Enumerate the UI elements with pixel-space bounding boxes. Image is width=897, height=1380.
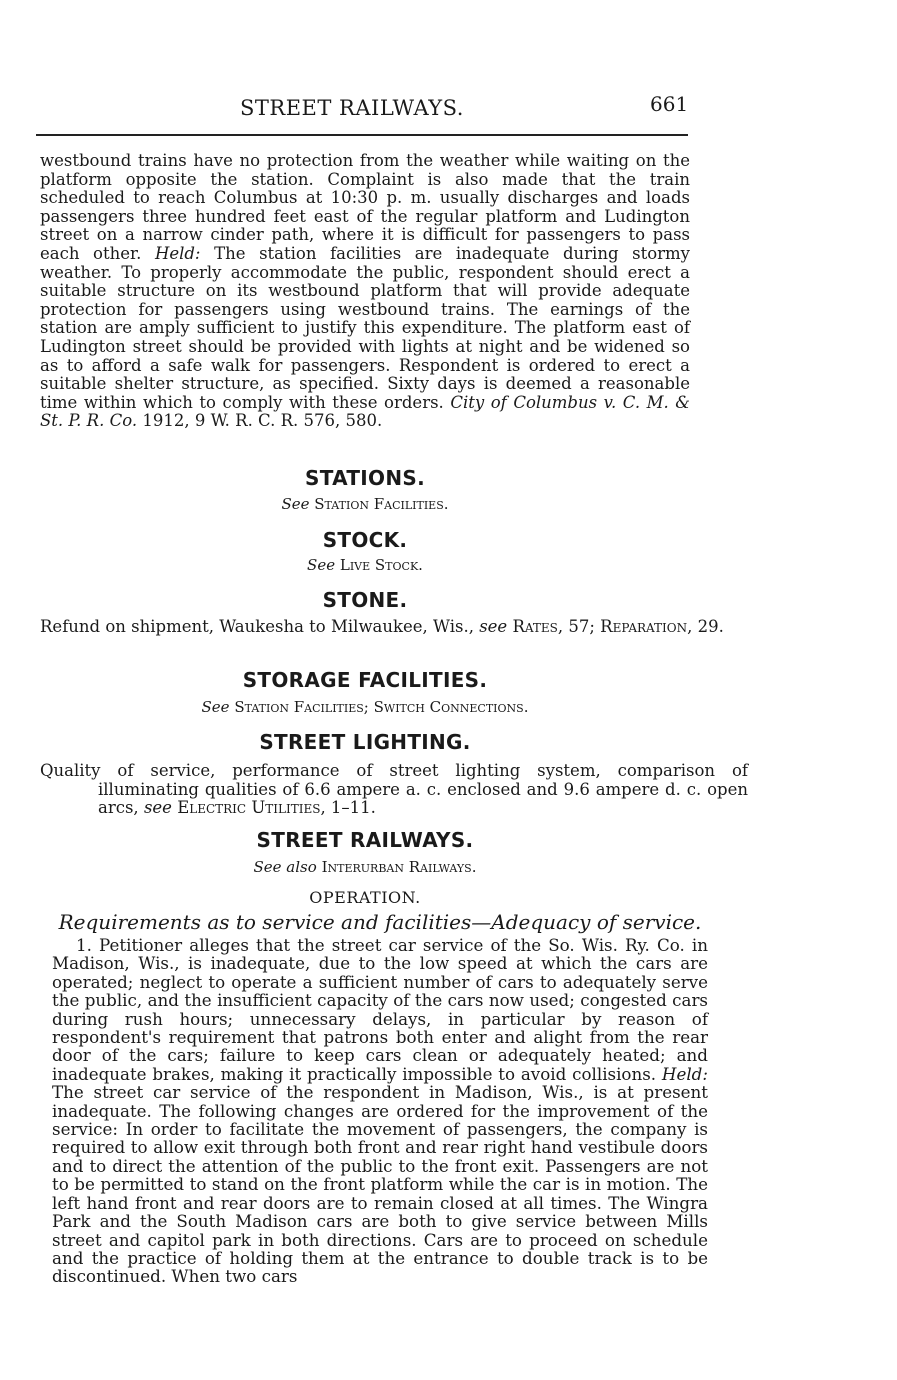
running-title: STREET RAILWAYS. <box>240 96 464 120</box>
intro-text-before: westbound trains have no protection from the weather while waiting on the platform opposite the station. Complaint is also made that the train scheduled to reach Columbus at 10:30 p. m. usually discharges and loads passengers three hundred feet east of the regular platform and Ludington street on a narrow cinder path, where it is difficult for passengers to pass each other. <box>40 151 690 263</box>
stone-ref1: Rates <box>512 617 558 636</box>
running-head <box>36 88 689 128</box>
sr-para-after: The street car service of the respondent in Madison, Wis., is at present inadequate. The following changes are ordered for the improvement of the service: In order to facilitate the movement of passengers, the company is required to allow exit through both front and rear right hand vestibule doors and to direct the attention of the public to the front exit. Passengers are not to be permitted to stand on the front platform while the car is in motion. The left hand front and rear doors are to remain closed at all times. The Wingra Park and the South Madison cars are both to give service between Mills street and capitol park in both directions. Cars are to proceed on schedule and the practice of holding them at the entrance to double track is to be discontinued. When two cars <box>52 1082 708 1287</box>
stone-text: Refund on shipment, Waukesha to Milwaukee, Wis., <box>40 617 480 636</box>
street-lighting-see: see <box>143 798 172 818</box>
storage-see: See <box>201 698 230 716</box>
stone-ref2-rest: , 29. <box>687 617 724 636</box>
stock-ref: Live Stock. <box>339 556 423 574</box>
stock-see-line <box>40 556 690 574</box>
requirements-italic-heading: Requirements as to service and facilities—Adequacy of service. <box>58 910 702 934</box>
street-railways-ref: Interurban Railways. <box>321 858 477 876</box>
stock-heading: STOCK. <box>322 528 408 552</box>
street-lighting-text: Quality of service, performance of street lighting system, comparison of illuminating qualities of 6.6 ampere a. c. enclosed and 9.6 ampere d. c. open arcs, <box>40 761 748 818</box>
stations-see: See <box>281 495 310 513</box>
storage-see-line <box>40 698 690 716</box>
intro-paragraph <box>40 152 690 431</box>
stations-heading: STATIONS. <box>305 466 425 490</box>
stone-heading: STONE. <box>322 588 408 612</box>
header-rule <box>36 134 688 136</box>
intro-held-label: Held: <box>154 243 201 263</box>
sr-para-before: 1. Petitioner alleges that the street car service of the So. Wis. Ry. Co. in Madison, Wis., is inadequate, due to the low speed at which the cars are operated; neglect to operate a sufficient number of cars to adequately serve the public, and the insufficient capacity of the cars now used; congested cars during rush hours; unnecessary delays, in particular by reason of respondent's requirement that patrons both enter and alight from the rear door of the cars; failure to keep cars clean or adequately heated; and inadequate brakes, making it practically impossible to avoid collisions. <box>52 935 708 1084</box>
stone-entry <box>40 618 748 637</box>
page-number: 661 <box>650 92 689 116</box>
storage-heading: STORAGE FACILITIES. <box>242 668 488 692</box>
street-railways-see: See also <box>253 858 317 876</box>
street-lighting-ref: Electric Utilities <box>177 798 321 818</box>
street-railways-heading: STREET RAILWAYS. <box>256 828 474 852</box>
street-lighting-entry <box>40 762 748 818</box>
street-lighting-heading: STREET LIGHTING. <box>259 730 471 754</box>
stone-ref1-rest: , 57; <box>557 617 595 636</box>
intro-citation-rest: 1912, 9 W. R. C. R. 576, 580. <box>137 411 383 431</box>
operation-subheading: OPERATION. <box>309 888 421 907</box>
street-lighting-ref-rest: , 1–11. <box>320 798 376 818</box>
street-railways-see-line <box>40 858 690 876</box>
stock-see: See <box>307 556 336 574</box>
intro-text-after: The station facilities are inadequate during stormy weather. To properly accommodate the public, respondent should erect a suitable structure on its westbound platform that will provide adequate protection for passengers using westbound trains. The earnings of the station are amply sufficient to justify this expenditure. The platform east of Ludington street should be provided with lights at night and be widened so as to afford a safe walk for passengers. Respondent is ordered to erect a suitable shelter structure, as specified. Sixty days is deemed a reasonable time within which to comply with these orders. <box>40 243 690 412</box>
stations-see-line <box>40 495 690 513</box>
intro-citation-italic: City of Columbus v. C. M. & St. P. R. Co. <box>40 392 690 431</box>
storage-ref: Station Facilities; Switch Connections. <box>234 698 529 716</box>
stone-ref2: Reparation <box>600 617 688 636</box>
street-railways-paragraph <box>52 936 708 1286</box>
stations-ref: Station Facilities. <box>314 495 449 513</box>
stone-see: see <box>479 617 508 636</box>
sr-held-label: Held: <box>661 1063 708 1084</box>
